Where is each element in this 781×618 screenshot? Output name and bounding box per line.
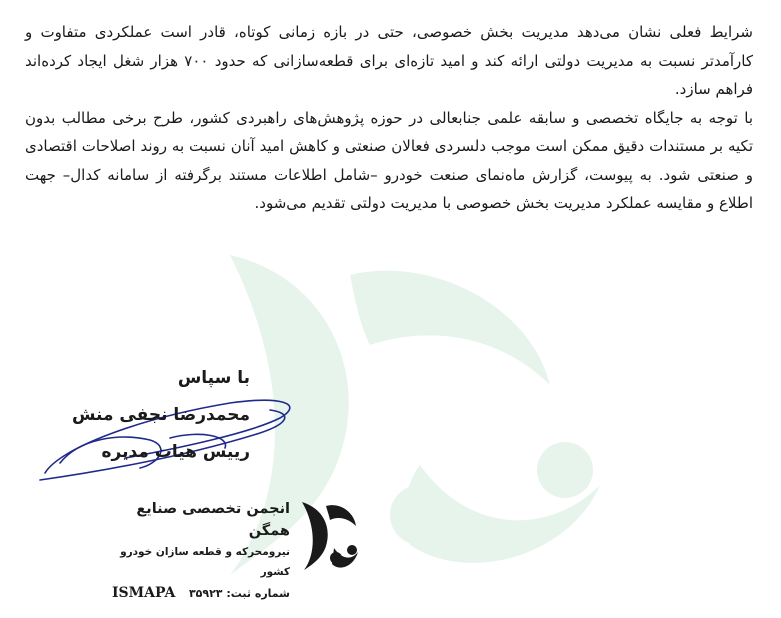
org-subtitle: نیرومحرکه و قطعه سازان خودرو کشور [120,546,290,578]
signature-block [40,360,250,471]
letter-body [25,18,753,218]
organization-info [110,498,290,604]
letter-paragraph: با توجه به جایگاه تخصصی و سابقه علمی جنابعالی در حوزه پژوهش‌های راهبردی کشور، طرح برخی مطالب بدون تکیه بر مستندات دقیق ممکن است موجب دلسردی فعالان صنعتی و کاهش امید آنان نسبت به روند اصلاحات اقتصادی و صنعتی شود. به پیوست، گزارش ماه‌نمای صنعت خودرو –شامل اطلاعات مستند برگرفته از سامانه کدال– جهت اطلاع و مقایسه عملکرد مدیریت بخش خصوصی با مدیریت دولتی تقدیم می‌شود. [25,108,753,212]
closing-text: با سپاس [177,368,250,388]
org-registration-row [110,582,290,604]
signer-name: محمدرضا نجفی منش [72,405,250,425]
ismapa-logo-icon [296,496,358,576]
org-name: انجمن تخصصی صنایع همگن [136,501,290,539]
org-abbreviation: ISMAPA [111,585,176,601]
org-registration-number: شماره ثبت: ۳۵۹۲۳ [188,587,290,600]
signer-title: رییس هیات مدیره [101,442,250,462]
letter-paragraph: شرایط فعلی نشان می‌دهد مدیریت بخش خصوصی، حتی در بازه زمانی کوتاه، قادر است عملکردی متفاوت و کارآمدتر نسبت به مدیریت دولتی ارائه کند و امید تازه‌ای برای قطعه‌سازانی که حدود ۷۰۰ هزار شغل ایجاد کرده‌اند فراهم سازد. [25,23,753,98]
